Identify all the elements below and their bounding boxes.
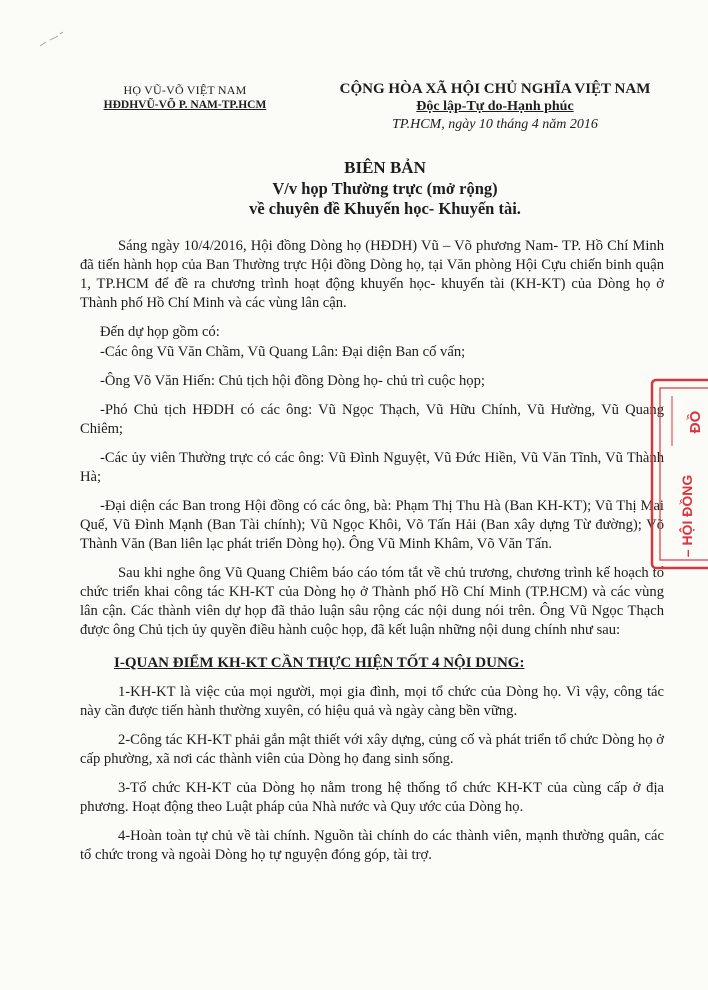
section-heading: I-QUAN ĐIỂM KH-KT CẦN THỰC HIỆN TỐT 4 NỘI DUNG:	[114, 655, 525, 671]
attendee-item: -Các ủy viên Thường trực có các ông: Vũ Đình Nguyệt, Vũ Đức Hiền, Vũ Văn Tĩnh, Vũ Thành Hà;	[80, 450, 664, 485]
attendee-item: -Các ông Vũ Văn Chầm, Vũ Quang Lân: Đại diện Ban cố vấn;	[100, 344, 466, 360]
point-item: 2-Công tác KH-KT phải gắn mật thiết với xây dựng, củng cố và phát triển tổ chức Dòng họ ở cấp phường, xã nơi các thành viên của Dòng họ đang sinh sống.	[80, 732, 664, 767]
point-item: 4-Hoàn toàn tự chủ về tài chính. Nguồn tài chính do các thành viên, mạnh thường quân, các tổ chức trong và ngoài Dòng họ tự nguyện đóng góp, tài trợ.	[80, 828, 664, 863]
national-title: CỘNG HÒA XÃ HỘI CHỦ NGHĨA VIỆT NAM	[339, 81, 651, 97]
scan-mark-icon	[36, 30, 66, 50]
seal-stamp	[648, 376, 708, 576]
title-line-3: về chuyên đề Khuyến học- Khuyến tài.	[249, 199, 521, 218]
document-body	[80, 237, 664, 865]
attendee-item: -Ông Võ Văn Hiến: Chủ tịch hội đồng Dòng họ- chủ trì cuộc họp;	[100, 373, 485, 389]
attendee-item: -Đại diện các Ban trong Hội đồng có các ông, bà: Phạm Thị Thu Hà (Ban KH-KT); Vũ Thị Mai Quế, Vũ Đình Mạnh (Ban Tài chính); Vũ Ngọc Khôi, Võ Tấn Hải (Ban xây dựng Từ đường); Võ Thành Văn (Ban liên lạc phát triển Dòng họ). Ông Vũ Minh Khâm, Võ Văn Tấn.	[80, 498, 664, 552]
intro-paragraph: Sáng ngày 10/4/2016, Hội đồng Dòng họ (HĐDH) Vũ – Võ phương Nam- TP. Hồ Chí Minh đã tiến hành họp của Ban Thường trực Hội đồng Dòng họ, tại Văn phòng Hội Cựu chiến binh quận 1, TP.HCM để đề ra chương trình hoạt động khuyến học- khuyến tài (KH-KT) của Dòng họ ở Thành phố Hồ Chí Minh và các vùng lân cận.	[80, 238, 664, 311]
summary-paragraph: Sau khi nghe ông Vũ Quang Chiêm báo cáo tóm tắt về chủ trương, chương trình kế hoạch tổ chức triển khai công tác KH-KT của Dòng họ ở Thành phố Hồ Chí Minh (TP.HCM) và các vùng lân cận. Các thành viên dự họp đã thảo luận sâu rộng các nội dung nói trên. Ông Vũ Ngọc Thạch được ông Chủ tịch ủy quyền điều hành cuộc họp, đã kết luận những nội dung chính như sau:	[80, 565, 664, 638]
point-item: 1-KH-KT là việc của mọi người, mọi gia đình, mọi tổ chức của Dòng họ. Vì vậy, công tác này cần được tiến hành thường xuyên, có hiệu quả và ngày càng bền vững.	[80, 684, 664, 719]
attendee-item: -Phó Chủ tịch HĐDH có các ông: Vũ Ngọc Thạch, Vũ Hữu Chính, Vũ Hường, Vũ Quang Chiêm;	[80, 402, 664, 437]
header-left	[80, 83, 290, 111]
attendees-intro: Đến dự họp gồm có:	[100, 324, 220, 340]
organization-name: HỌ VŨ-VÕ VIỆT NAM	[123, 83, 247, 97]
document-date: TP.HCM, ngày 10 tháng 4 năm 2016	[392, 117, 598, 132]
svg-text:ĐỒ: ĐỒ	[687, 410, 704, 434]
title-line-1: BIÊN BẢN	[344, 158, 426, 177]
title-line-2: V/v họp Thường trực (mở rộng)	[272, 179, 498, 198]
document-title	[150, 157, 620, 219]
point-item: 3-Tổ chức KH-KT của Dòng họ nằm trong hệ thống tổ chức KH-KT của cùng cấp ở địa phương. Hoạt động theo Luật pháp của Nhà nước và Quy ước của Dòng họ.	[80, 780, 664, 815]
national-motto: Độc lập-Tự do-Hạnh phúc	[416, 99, 574, 114]
header-right	[300, 81, 690, 133]
svg-text:– HỘI ĐỒNG: – HỘI ĐỒNG	[679, 474, 695, 558]
organization-unit: HĐDHVŨ-VÕ P. NAM-TP.HCM	[103, 99, 267, 111]
